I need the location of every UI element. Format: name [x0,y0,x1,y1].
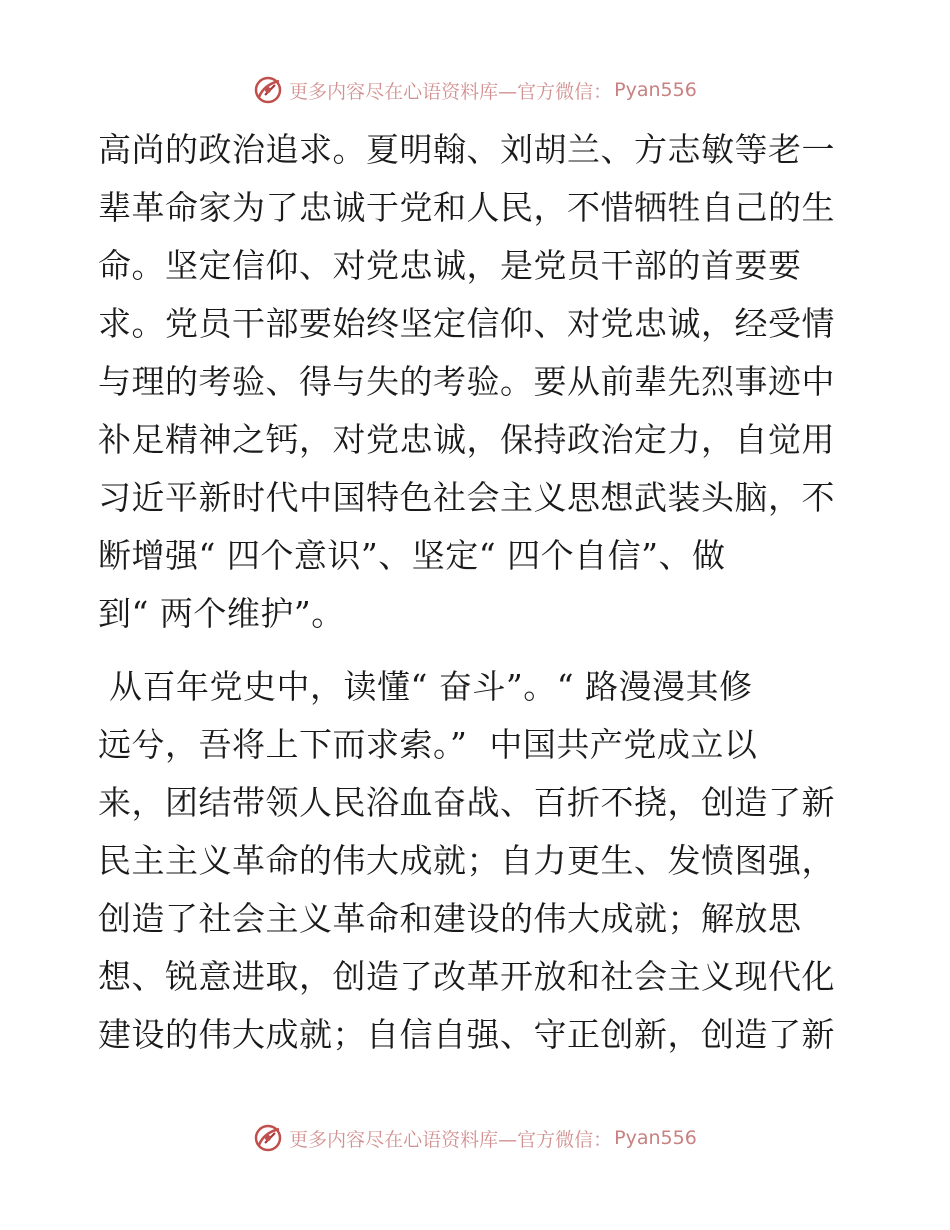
paragraph-2 [98,658,858,1064]
header-watermark [0,70,950,110]
watermark-id: Pyan556 [614,1127,697,1149]
text-line: 高尚的政治追求。夏明翰、刘胡兰、方志敏等老一 [98,130,835,169]
text-line: 命。坚定信仰、对党忠诚，是党员干部的首要要 [98,246,802,285]
text-line: 来，团结带领人民浴血奋战、百折不挠，创造了新 [98,783,835,822]
text-line: 补足精神之钙，对党忠诚，保持政治定力，自觉用 [98,420,835,459]
watermark-text: 更多内容尽在心语资料库—官方微信： [289,80,613,103]
text-line: 与理的考验、得与失的考验。要从前辈先烈事迹中 [98,362,835,401]
text-line: 远兮，吾将上下而求索。” 中国共产党成立以 [98,725,758,764]
paragraph-1 [98,121,858,643]
text-line: 求。党员干部要始终坚定信仰、对党忠诚，经受情 [98,304,835,343]
logo-icon [253,1123,283,1153]
watermark-id: Pyan556 [614,79,697,101]
watermark-text: 更多内容尽在心语资料库—官方微信： [289,1128,613,1151]
text-line: 习近平新时代中国特色社会主义思想武装头脑，不 [98,478,835,517]
text-line: 创造了社会主义革命和建设的伟大成就；解放思 [98,899,802,938]
logo-icon [253,75,283,105]
text-line: 辈革命家为了忠诚于党和人民，不惜牺牲自己的生 [98,188,835,227]
text-line: 到“ 两个维护”。 [98,594,345,633]
text-line: 建设的伟大成就；自信自强、守正创新，创造了新 [98,1015,835,1054]
footer-watermark [0,1118,950,1158]
text-line: 从百年党史中，读懂“ 奋斗”。“ 路漫漫其修 [98,667,753,706]
text-line: 想、锐意进取，创造了改革开放和社会主义现代化 [98,957,835,996]
text-line: 断增强“ 四个意识”、坚定“ 四个自信”、做 [98,536,726,575]
text-line: 民主主义革命的伟大成就；自力更生、发愤图强， [98,841,835,880]
